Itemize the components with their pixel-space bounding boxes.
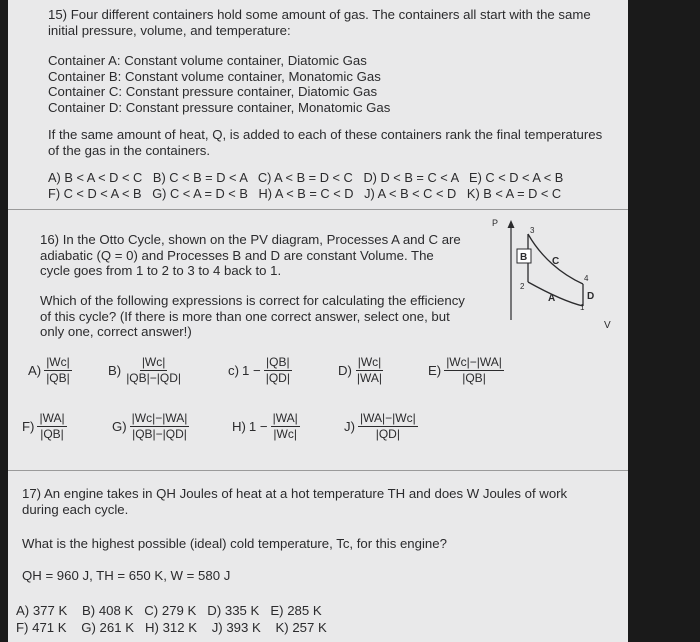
q15-prompt-line: If the same amount of heat, Q, is added to each of these containers rank the final temperatures [48,127,603,142]
option-fraction [130,412,190,441]
q16-line: adiabatic (Q = 0) and Processes B and D are constant Volume. The [40,247,434,263]
option-letter: H) [232,419,246,434]
container-b: Container B: Constant volume container, Monatomic Gas [48,68,381,84]
numerator: |WA| [272,411,298,425]
process-c-label: C [552,256,560,267]
point-4-label: 4 [584,274,589,283]
q17-answers-row2: F) 471 K G) 261 K H) 312 K J) 393 K K) 257 K [16,620,327,635]
q15-line: 15) Four different containers hold some amount of gas. The containers all start with the same [48,7,591,22]
q15-answers-row2: F) C < D < A < B G) C < A = D < B H) A < B = C < D J) A < B < C < D K) B < A = D < C [48,186,562,201]
q15-prompt [48,127,602,158]
numerator: |Wc| [141,355,166,369]
denominator: |QD| [375,427,400,441]
q17-line: during each cycle. [22,502,129,517]
q15-header [48,7,591,38]
numerator: |QB| [266,355,290,369]
section-divider [8,209,628,210]
option-letter: G) [112,419,127,434]
q17-line: 17) An engine takes in QH Joules of heat at a hot temperature TH and does W Joules of work [22,486,568,501]
q17-answers-row1: A) 377 K B) 408 K C) 279 K D) 335 K E) 285 K [16,603,322,618]
process-b-label: B [520,252,528,263]
section-divider [8,470,628,471]
numerator: |WA| [39,411,65,425]
option-letter: B) [108,363,122,378]
q17-given-values: QH = 960 J, TH = 650 K, W = 580 J [22,568,231,583]
pv-diagram [486,212,626,334]
q16-option-a [28,356,72,385]
q16-prompt [40,293,465,340]
option-letter: D) [338,363,352,378]
denominator: |QB| [462,371,486,385]
q16-prompt-line: of this cycle? (If there is more than one correct answer, select one, but [40,308,450,324]
q17-question: What is the highest possible (ideal) cold temperature, Tc, for this engine? [22,536,447,551]
option-fraction [358,412,418,441]
option-fraction [37,412,66,441]
container-c: Container C: Constant pressure container, Diatomic Gas [48,84,378,99]
q16-option-b [108,356,183,385]
container-d: Container D: Constant pressure container, Monatomic Gas [48,99,391,115]
q16-option-h [232,412,300,441]
option-prefix: 1 − [242,363,261,378]
q16-option-j [344,412,418,441]
process-a-curve [528,282,583,306]
option-prefix: 1 − [248,419,268,434]
q15-answers-row1: A) B < A < D < C B) C < B = D < A C) A < B = D < C D) D < B = C < A E) C < D < A < B [48,170,564,185]
option-fraction [355,356,384,385]
option-letter: E) [428,363,442,378]
numerator: |WA|−|Wc| [360,411,416,425]
q15-line: initial pressure, volume, and temperature: [48,22,291,38]
point-1-label: 1 [580,303,585,312]
denominator: |QD| [265,371,290,385]
numerator: |Wc| [357,355,382,369]
numerator: |Wc| [46,355,70,369]
q15-prompt-line: of the gas in the containers. [48,142,211,158]
option-letter: A) [28,363,42,378]
worksheet-page [8,0,628,642]
process-a-label: A [548,293,556,304]
option-fraction [264,356,292,385]
denominator: |Wc| [273,427,297,441]
denominator: |QB|−|QD| [132,427,187,441]
option-fraction [444,356,504,385]
q16-option-e [428,356,504,385]
q16-prompt-line: only one, correct answer!) [40,324,192,339]
process-d-label: D [587,291,595,302]
q16-option-c [228,356,292,385]
q16-line: cycle goes from 1 to 2 to 3 to 4 back to 1. [40,263,282,278]
q16-option-d [338,356,384,385]
option-fraction [271,412,300,441]
q16-header [40,232,461,279]
denominator: |QB|−|QD| [126,371,182,385]
point-3-label: 3 [530,226,535,235]
v-axis-label: V [604,320,611,331]
option-fraction [124,356,183,385]
option-letter: F) [22,419,35,434]
point-2-label: 2 [520,282,525,291]
q16-line: 16) In the Otto Cycle, shown on the PV diagram, Processes A and C are [40,232,461,247]
denominator: |QB| [40,427,64,441]
q17-header [22,486,567,518]
q16-prompt-line: Which of the following expressions is correct for calculating the efficiency [40,293,465,308]
denominator: |QB| [46,371,70,385]
p-axis-label: P [492,218,499,228]
option-fraction [44,356,72,385]
q16-option-f [22,412,67,441]
q15-containers [48,53,390,115]
numerator: |Wc|−|WA| [446,355,502,369]
container-a: Container A: Constant volume container, Diatomic Gas [48,53,367,68]
option-letter: J) [344,419,355,434]
option-letter: c) [228,363,239,378]
p-axis-arrow [508,220,515,228]
numerator: |Wc|−|WA| [131,411,188,425]
denominator: |WA| [356,371,383,385]
q16-option-g [112,412,189,441]
